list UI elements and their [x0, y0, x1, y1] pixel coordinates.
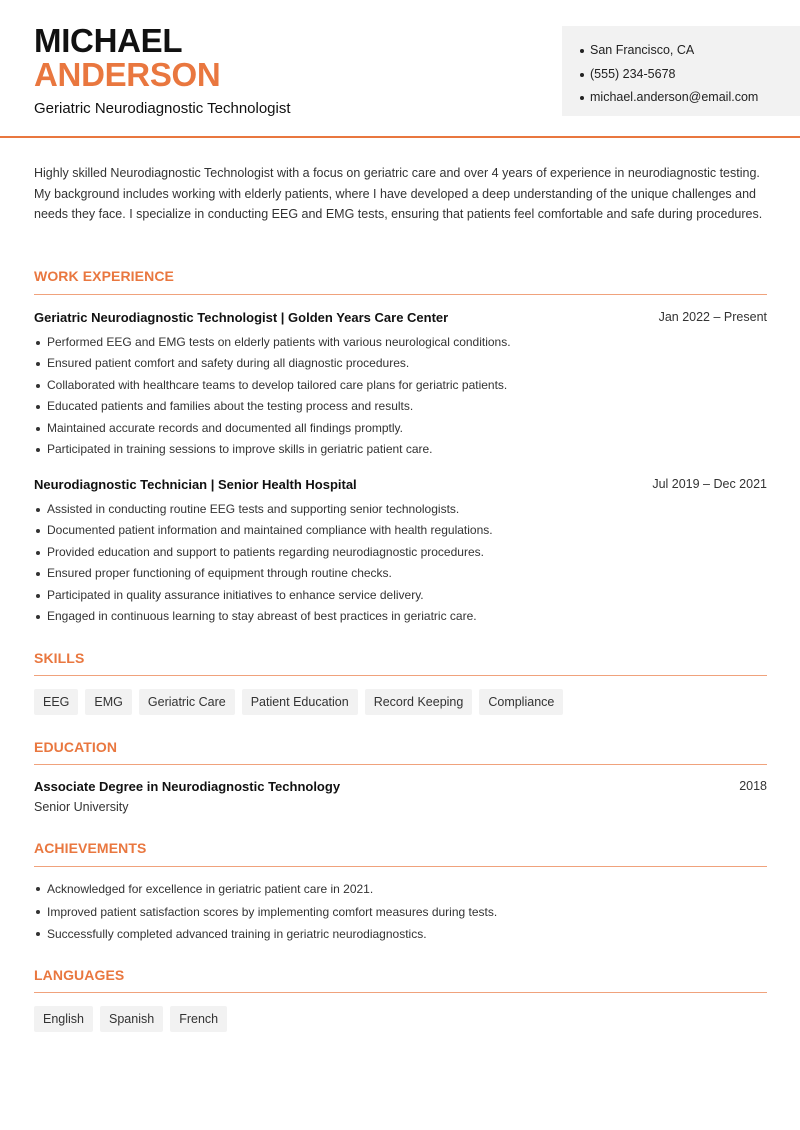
education-school: Senior University [34, 800, 129, 814]
list-item: Ensured patient comfort and safety during all diagnostic procedures. [34, 353, 767, 374]
list-item: Acknowledged for excellence in geriatric patient care in 2021. [34, 878, 767, 901]
first-name: MICHAEL [34, 22, 183, 59]
section-title-achievements: ACHIEVEMENTS [34, 840, 147, 856]
list-item: Performed EEG and EMG tests on elderly patients with various neurological conditions. [34, 332, 767, 353]
list-item: Successfully completed advanced training in geriatric neurodiagnostics. [34, 923, 767, 946]
section-divider [34, 675, 767, 676]
language-tag: French [170, 1006, 227, 1032]
list-item: Collaborated with healthcare teams to develop tailored care plans for geriatric patients. [34, 375, 767, 396]
languages-list [34, 1006, 227, 1032]
job-role: Neurodiagnostic Technician | Senior Health Hospital [34, 477, 357, 492]
achievements-list [34, 878, 767, 946]
section-title-education: EDUCATION [34, 739, 118, 755]
profile-summary: Highly skilled Neurodiagnostic Technologist with a focus on geriatric care and over 4 years of experience in neurodiagnostic testing. My background includes working with elderly patients, where I have developed a deep understanding of the unique challenges and needs they face. I specialize in conducting EEG and EMG tests, ensuring that patients feel comfortable and safe during procedures. [34, 166, 763, 222]
list-item: Documented patient information and maintained compliance with health regulations. [34, 520, 767, 541]
skill-tag: EMG [85, 689, 131, 715]
skill-tag: Geriatric Care [139, 689, 235, 715]
contact-box [562, 26, 800, 116]
list-item: Ensured proper functioning of equipment through routine checks. [34, 563, 767, 584]
list-item: Participated in training sessions to improve skills in geriatric patient care. [34, 439, 767, 460]
education-year: 2018 [739, 779, 767, 793]
job-role: Geriatric Neurodiagnostic Technologist | Golden Years Care Center [34, 310, 449, 325]
education-degree: Associate Degree in Neurodiagnostic Technology [34, 779, 341, 794]
section-divider [34, 764, 767, 765]
section-title-skills: SKILLS [34, 650, 85, 666]
last-name: ANDERSON [34, 56, 221, 93]
skills-list [34, 689, 563, 715]
section-divider [34, 294, 767, 295]
language-tag: English [34, 1006, 93, 1032]
skill-tag: Record Keeping [365, 689, 473, 715]
list-item: Provided education and support to patients regarding neurodiagnostic procedures. [34, 542, 767, 563]
section-divider [34, 992, 767, 993]
job-bullets [34, 332, 767, 460]
section-title-work: WORK EXPERIENCE [34, 268, 174, 284]
job-heading [34, 310, 767, 325]
list-item: Assisted in conducting routine EEG tests and supporting senior technologists. [34, 499, 767, 520]
resume-header [0, 0, 800, 138]
job-heading [34, 477, 767, 492]
list-item: Engaged in continuous learning to stay abreast of best practices in geriatric care. [34, 606, 767, 627]
language-tag: Spanish [100, 1006, 163, 1032]
contact-location: San Francisco, CA [580, 39, 800, 63]
skill-tag: Compliance [479, 689, 563, 715]
list-item: Participated in quality assurance initiatives to enhance service delivery. [34, 585, 767, 606]
skill-tag: EEG [34, 689, 78, 715]
section-divider [34, 866, 767, 867]
job-title: Geriatric Neurodiagnostic Technologist [34, 100, 291, 117]
candidate-name [34, 24, 220, 92]
job-dates: Jan 2022 – Present [658, 310, 767, 324]
list-item: Maintained accurate records and documented all findings promptly. [34, 418, 767, 439]
job-dates: Jul 2019 – Dec 2021 [652, 477, 767, 491]
contact-email[interactable]: michael.anderson@email.com [580, 86, 800, 110]
contact-phone: (555) 234-5678 [580, 63, 800, 87]
list-item: Educated patients and families about the testing process and results. [34, 396, 767, 417]
list-item: Improved patient satisfaction scores by implementing comfort measures during tests. [34, 901, 767, 924]
section-title-languages: LANGUAGES [34, 967, 125, 983]
skill-tag: Patient Education [242, 689, 358, 715]
job-bullets [34, 499, 767, 627]
